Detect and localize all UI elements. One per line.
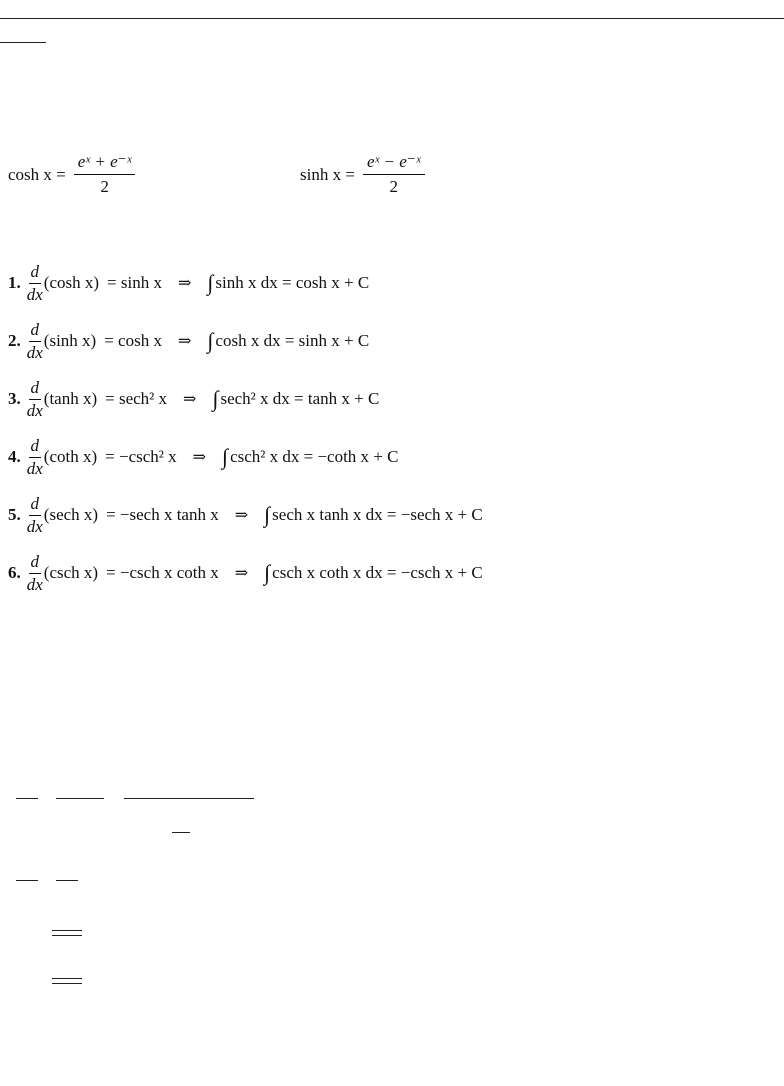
rule-integral: sech² x dx = tanh x + C: [220, 389, 380, 408]
fraction-bar: [124, 798, 254, 799]
rule-derivative: = sech² x: [105, 389, 168, 408]
rule-4: [8, 432, 399, 482]
implies-arrow: ⇒: [177, 275, 192, 292]
fraction-bar: [56, 880, 78, 881]
derivative-operator: d dx: [26, 493, 43, 536]
integral-sign: ∫: [212, 386, 219, 411]
rule-derivative: = −sech x tanh x: [106, 505, 219, 524]
rule-number: 3.: [8, 389, 21, 408]
cosh-fraction: [74, 152, 136, 197]
rule-derivative: = −csch² x: [105, 447, 177, 466]
double-bar: [52, 930, 82, 936]
implies-arrow: ⇒: [234, 565, 249, 582]
rule-function: (sech x): [43, 505, 99, 524]
rule-integral: sinh x dx = cosh x + C: [215, 273, 370, 292]
integral-sign: ∫: [264, 560, 271, 585]
rule-5: [8, 490, 483, 540]
sinh-lhs: sinh x =: [300, 164, 355, 184]
rule-integral: cosh x dx = sinh x + C: [215, 331, 370, 350]
fraction-bar: [56, 798, 104, 799]
cosh-lhs: cosh x =: [8, 164, 66, 184]
rule-number: 4.: [8, 447, 21, 466]
implies-arrow: ⇒: [183, 391, 197, 408]
integral-sign: ∫: [207, 328, 214, 353]
section-rule: [0, 42, 46, 43]
cosh-numerator: eˣ + e⁻ˣ: [74, 152, 136, 175]
implies-arrow: ⇒: [234, 507, 249, 524]
rule-1: [8, 258, 369, 308]
cosh-denominator: 2: [100, 177, 109, 196]
rule-function: (coth x): [43, 447, 98, 466]
derivative-operator: d dx: [26, 377, 43, 420]
rule-number: 2.: [8, 331, 21, 350]
derivative-operator: d dx: [26, 319, 43, 362]
rule-6: [8, 548, 483, 598]
sinh-denominator: 2: [389, 177, 398, 196]
implies-arrow: ⇒: [177, 333, 192, 350]
rule-number: 5.: [8, 505, 21, 524]
fraction-bar: [16, 880, 38, 881]
integral-sign: ∫: [222, 444, 229, 469]
rule-derivative: = −csch x coth x: [106, 563, 219, 582]
rule-2: [8, 316, 369, 366]
rule-number: 1.: [8, 273, 21, 292]
rule-integral: sech x tanh x dx = −sech x + C: [272, 505, 483, 524]
implies-arrow: ⇒: [192, 449, 207, 466]
rule-3: [8, 374, 379, 424]
double-bar: [52, 978, 82, 984]
sinh-numerator: eˣ − e⁻ˣ: [363, 152, 425, 175]
rule-function: (csch x): [43, 563, 99, 582]
integral-sign: ∫: [264, 502, 271, 527]
derivative-operator: d dx: [26, 435, 43, 478]
rule-function: (sinh x): [43, 331, 97, 350]
top-rule: [0, 18, 784, 19]
rule-function: (cosh x): [43, 273, 100, 292]
derivative-operator: d dx: [26, 261, 43, 304]
derivative-operator: d dx: [26, 551, 43, 594]
rule-number: 6.: [8, 563, 21, 582]
sinh-definition: [300, 152, 427, 197]
rule-integral: csch x coth x dx = −csch x + C: [272, 563, 483, 582]
rule-derivative: = cosh x: [104, 331, 162, 350]
rule-function: (tanh x): [43, 389, 98, 408]
fraction-bar: [172, 832, 190, 833]
rule-derivative: = sinh x: [107, 273, 162, 292]
fraction-bar: [16, 798, 38, 799]
rule-integral: csch² x dx = −coth x + C: [230, 447, 399, 466]
integral-sign: ∫: [207, 270, 214, 295]
sinh-fraction: [363, 152, 425, 197]
cosh-definition: [8, 152, 137, 197]
